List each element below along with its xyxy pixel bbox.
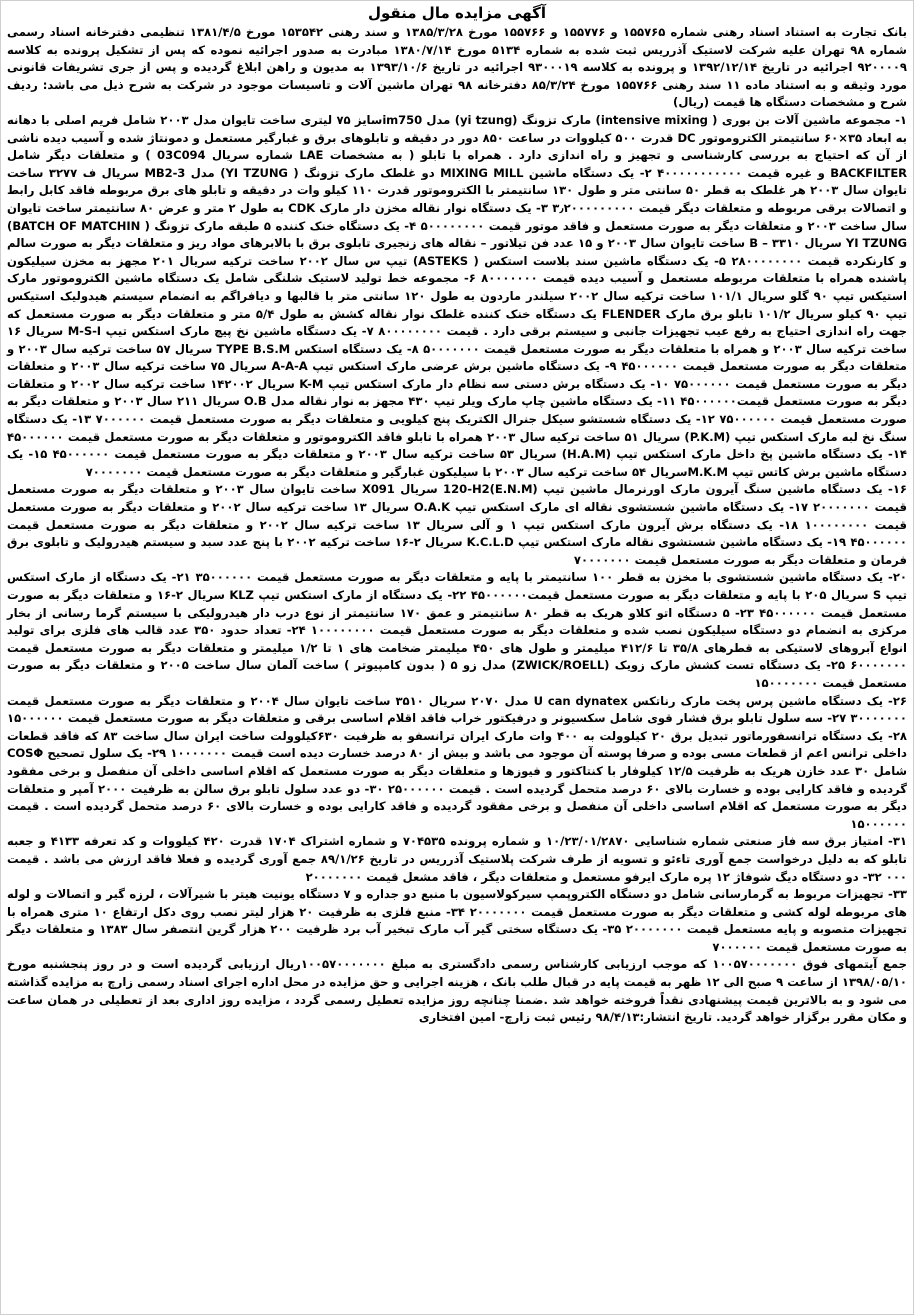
paragraph-items-26-30: ۲۶- یک دستگاه ماشین پرس پخت مارک رناتکس U can dynatex مدل ۲۰۷۰ سریال ۳۵۱۰ ساخت تایوان سال ۲۰۰۴ و متعلقات دیگر به صورت مستعمل قیمت ۳۰۰۰۰۰۰۰ ۲۷- سه سلول تابلو برق فشار قوی شامل سکسیونر و درفیکتور خراب فاقد اقلام اساسی برقی و متعلقات دیگر به صورت مستعمل قیمت ۱۵۰۰۰۰۰۰ ۲۸- یک دستگاه ترانسفورماتور تبدیل برق ۲۰ کیلوولت به ۴۰۰ وات مارک ایران ترانسفو به ظرفیت ۶۳۰کیلوولت ساخت ایران سال ساخت ۸۳ که فاقد قطعات داخلی ترانس اعم از قطعات مسی بوده و صرفا پوسته آن موجود می باشد و بیش از ۸۰ درصد خسارت دیده است قیمت ۱۰۰۰۰۰۰۰ ۲۹- یک سلول تصحیح COSΦ شامل ۳۰ عدد خازن هریک به ظرفیت ۱۲/۵ کیلوفار با کنتاکتور و فیوزها و متعلقات دیگر به صورت مستعمل که اقلام اساسی داخلی آن منفصل و برخی مفقود گردیده و فاقد کارایی بوده و خسارت بالای ۶۰ درصد متحمل گردیده است . قیمت ۲۵۰۰۰۰۰۰ ۳۰- دو عدد سلول تابلو برق سالن به ظرفیت ۲۰۰۰ آمپر و متعلقات دیگر به صورت مستعمل که اقلام اساسی داخلی آن منفصل و برخی مفقود گردیده و فاقد کارایی بوده و خسارت بالای ۶۰ درصد متحمل گردیده است . قیمت ۱۵۰۰۰۰۰۰	[7, 693, 907, 831]
paragraph-intro: بانک تجارت به استناد اسناد رهنی شماره ۱۵۵۷۶۵ و ۱۵۵۷۷۶ و ۱۵۵۷۶۶ مورخ ۱۳۸۵/۳/۲۸ و سند رهنی ۱۵۳۵۴۲ مورخ ۱۳۸۱/۴/۵ تنظیمی دفترخانه اسناد رسمی شماره ۹۸ تهران علیه شرکت لاستیک آذرریس ثبت شده به شماره ۵۱۳۴ مورخ ۱۳۸۰/۷/۱۴ مبادرت به صدور اجرائیه نموده که پس از تشکیل پرونده به کلاسه ۹۲۰۰۰۰۹ اجرائیه در تاریخ ۱۳۹۲/۱۲/۱۴ و پرونده به کلاسه ۹۳۰۰۰۱۹ اجرائیه در تاریخ ۱۳۹۳/۱۰/۶ به مدیون و راهن ابلاغ گردیده و پس از جری تشریفات قانونی مورد وثیقه و به استناد ماده ۱۱ سند رهنی ۱۵۵۷۶۶ مورخ ۸۵/۳/۲۴ دفترخانه ۹۸ تهران ماشین آلات و تاسیسات موجود در شرکت به شرح ذیل می باشد: ردیف شرح و مشخصات دستگاه ها قیمت (ریال)	[7, 25, 908, 110]
paragraph-items-20-25: ۲۰- یک دستگاه ماشین شستشوی با مخزن به قطر ۱۰۰ سانتیمتر با پایه و متعلقات دیگر به صورت مستعمل قیمت ۳۵۰۰۰۰۰۰ ۲۱- یک دستگاه از مارک استکس تیپ S سریال ۲۰۵ با پایه و متعلقات دیگر به صورت مستعمل قیمت۴۵۰۰۰۰۰۰ ۲۲- یک دستگاه از مارک استکس تیپ KLZ سریال ۲-۱۶ و متعلقات دیگر به صورت مستعمل قیمت ۴۵۰۰۰۰۰۰ ۲۳- ۵ دستگاه اتو کلاو هریک به قطر ۸۰ سانتیمتر و عمق ۱۷۰ سانتیمتر از نوع درب دار هیدرولیکی با سیستم گرما رسانی از بخار مرکزی به انضمام دو دستگاه سیلیکون نصب شده و متعلقات دیگر به صورت مستعمل قیمت ۱۰۰۰۰۰۰۰۰ ۲۴- تعداد حدود ۳۵۰ عدد قالب های فلزی برای تولید انواع آبروهای لاستیکی به قطرهای ۳۵/۸ تا ۴۱۲/۶ میلیمتر و طول های ۴۵۰ میلیمتر ضخامت های ۱ تا ۱/۲ میلیمتر و متعلقات دیگر به صورت مستعمل قیمت ۶۰۰۰۰۰۰۰ ۲۵- یک دستگاه تست کشش مارک زویک (ZWICK/ROELL) مدل زو ۵ ( بدون کامپیوتر ) ساخت آلمان سال ساخت ۲۰۰۵ و متعلقات دیگر به صورت مستعمل قیمت ۱۵۰۰۰۰۰۰۰	[7, 570, 908, 690]
paragraph-items-16-19: ۱۶- یک دستگاه ماشین سنگ آیرون مارک اورنرمال ماشین تیپ (E.N.M)120-H2 سریال X091 ساخت تایوان سال ۲۰۰۳ و متعلقات دیگر به صورت مستعمل قیمت ۲۰۰۰۰۰۰۰ ۱۷- یک دستگاه ماشین شستشوی نقاله ای مارک استکس تیپ O.A.K سریال ۱۳ ساخت ترکیه سال ۲۰۰۲ و متعلقات دیگر به صورت مستعمل قیمت ۱۰۰۰۰۰۰۰۰ ۱۸- یک دستگاه برش آیرون مارک استکس تیپ ۱ و آلی سریال ۱۳ ساخت ترکیه سال ۲۰۰۲ و متعلقات دیگر به صورت مستعمل قیمت ۴۵۰۰۰۰۰۰ ۱۹- یک دستگاه ماشین شستشوی نقاله مارک استکس تیپ K.C.L.D سریال ۲-۱۶ ساخت ترکیه ۲۰۰۲ با پنج عدد سبد و سیستم هیدرولیک و تابلوی برق فرمان و متعلقات دیگر به صورت مستعمل قیمت ۷۰۰۰۰۰۰۰	[7, 482, 907, 567]
paragraph-items-31-32: ۳۱- امتیاز برق سه فاز صنعتی شماره شناسایی ۱۰/۲۳/۰۱/۲۸۷۰ و شماره پرونده ۷۰۴۵۳۵ و شماره اشتراک ۱۷۰۴ قدرت ۴۲۰ کیلووات و کد تعرفه ۴۱۳۳ و جعبه تابلو که به دلیل درخواست جمع آوری تاءئو و تسویه از طرف شرکت پلاستیک آذرریس در تاریخ ۸۹/۱/۲۶ جمع آوری گردیده و فعلا فاقد ارزش می باشد . قیمت ۰۰۰ ۳۲- دو دستگاه دیگ شوفاژ ۱۲ پره مارک ایرفو مستعمل و متعلقات دیگر ، فاقد مشعل قیمت ۲۰۰۰۰۰۰۰	[7, 834, 907, 884]
paragraph-closing: جمع آیتمهای فوق ۱۰۰۵۷۰۰۰۰۰۰۰ که موجب ارزیابی کارشناس رسمی دادگستری به مبلغ ۱۰۰۵۷۰۰۰۰۰۰۰ریال ارزیابی گردیده است و در روز پنجشنبه مورخ ۱۳۹۸/۰۵/۱۰ از ساعت ۹ صبح الی ۱۲ ظهر به قیمت پایه در قبال طلب بانک ، هزینه اجرایی و حق مزایده در محل اداره اجرای اسناد رسمی زارچ به مزایده گذاشته می شود و به بالاترین قیمت پیشنهادی نقداً فروخته خواهد شد .ضمنا چنانچه روز مزایده تعطیل رسمی گردد ، مزایده روز اداری بعد از تعطیلی در همان ساعت و مکان مقرر برگزار خواهد گردید. تاریخ انتشار:۹۸/۴/۱۳ رئیس ثبت زارچ- امین افتخاری	[7, 957, 907, 1025]
notice-body	[7, 24, 907, 1027]
paragraph-items-1-15: ۱- مجموعه ماشین آلات بن بوری ( intensive mixing) مارک تزونگ (yi tzung) مدل im750سایز ۷۵ لیتری ساخت تایوان مدل ۲۰۰۳ شامل فریم اصلی با دهانه به ابعاد ۳۵×۶۰ سانتیمتر الکتروموتور DC قدرت ۵۰۰ کیلووات در ساعت ۸۵۰ دور در دقیقه و تابلوهای برق و غبارگیر مستعمل و دمونتاژ شده و آسیب دیده ناشی از آن که احتیاج به بررسی کارشناسی و تجهیز و راه اندازی دارد . همراه با تابلو ( به مشخصات LAE شماره سریال 03C094 ) و متعلقات دیگر شامل BACKFILTER و غیره قیمت ۴۰۰۰۰۰۰۰۰۰۰۰ ۲- یک دستگاه ماشین MIXING MILL دو غلطک مارک تزونگ ( YI TZUNG) مدل MB2-3 سریال ف ۳۲۷۷ ساخت تایوان سال ۲۰۰۳ هر غلطک به قطر ۵۰ سانتی متر و طول ۱۳۰ سانتیمتر با الکتروموتور قدرت ۱۱۰ کیلو وات در دقیقه و تابلو های برق مربوطه فاقد کابل رابط و اتصالات برقی مربوطه و متعلقات دیگر قیمت ۳٫۲۰۰۰۰۰۰۰۰۰ ۳- یک دستگاه نوار نقاله مخزن دار مارک CDK به طول ۲ متر و عرض ۸۰ سانتیمتر ساخت تایوان سال ساخت ۲۰۰۳ و متعلقات دیگر به صورت مستعمل و فاقد موتور قیمت ۵۰۰۰۰۰۰۰۰ ۴- یک دستگاه خنک کننده ۵ طبقه مارک تزونگ ( BATCH OF MATCHIN) YI TZUNG سریال B – ۳۳۱۰ ساخت تایوان سال ۲۰۰۳ و ۱۵ عدد فن تیلاتور – نقاله های زنجیری تابلوی برق با بالابرهای مواد ریز و متعلقات دیگر به صورت سالم و کارنکرده قیمت ۲۸۰۰۰۰۰۰۰۰ ۵- یک دستگاه ماشین سند بلاست استکس ( ASTEKS) تیپ س سال ۲۰۰۲ ساخت ترکیه سریال ۲۰۱ مجهز به مخزن سیلیکون پاشنده همراه با متعلقات مربوطه مستعمل و آسیب دیده قیمت ۸۰۰۰۰۰۰۰ ۶- مجموعه خط تولید لاستیک شلنگی شامل یک دستگاه ماشین الکتروموتور مارک استیکس تیپ ۹۰ گلو سریال ۱۰۱/۱ ساخت ترکیه سال ۲۰۰۲ سیلندر ماردون به طول ۱۲۰ سانتی متر با قالبها و دیافراگم به انضمام سیستم هیدولیک استیکس تیپ ۹۰ کیلو سریال ۱۰۱/۲ تابلو برق مارک FLENDER یک دستگاه خنک کننده غلطک نوار نقاله کشش به طول ۵/۴ متر و متعلقات دیگر به صورت مستعمل که جهت راه اندازی احتیاج به رفع عیب تجهیزات جانبی و سیستم برقی دارد . قیمت ۸۰۰۰۰۰۰۰۰ ۷- یک دستگاه ماشین نخ پیچ مارک استکس تیپ M-S-I سریال ۱۶ ساخت ترکیه سال ۲۰۰۳ و همراه با متعلقات دیگر به صورت مستعمل قیمت ۵۰۰۰۰۰۰۰ ۸- یک دستگاه استکس TYPE B.S.M سریال ۵۷ ساخت ترکیه سال ۲۰۰۳ و متعلقات دیگر به صورت مستعمل قیمت ۴۵۰۰۰۰۰۰ ۹- یک دستگاه ماشین برش عرضی مارک استکس تیپ A-A-A سریال ۷۵ ساخت ترکیه سال ۲۰۰۳ و متعلقات دیگر به صورت مستعمل قیمت ۷۵۰۰۰۰۰۰ ۱۰- یک دستگاه برش دستی سه نظام دار مارک استکس تیپ K-M سریال ۱۴۲۰۰۲ ساخت ترکیه سال ۲۰۰۲ و متعلقات دیگر به صورت مستعمل قیمت۴۵۰۰۰۰۰۰ ۱۱- یک دستگاه ماشین چاپ مارک ویلر تیپ ۴۳۰ مجهز به نوار نقاله مدل O.B سریال ۲۱۱ سال ۲۰۰۳ و متعلقات دیگر به صورت مستعمل قیمت ۷۵۰۰۰۰۰۰ ۱۲- یک دستگاه شستشو سیکل جنرال الکتریک پنج کیلویی و متعلقات دیگر به صورت مستعمل قیمت ۷۰۰۰۰۰۰ ۱۳- یک دستگاه سنگ نخ لبه مارک استکس تیپ (P.K.M) سریال ۵۱ ساخت ترکیه سال ۲۰۰۳ همراه با تابلو فاقد الکتروموتور و متعلقات دیگر به صورت مستعمل قیمت ۴۵۰۰۰۰۰۰ ۱۴- یک دستگاه ماشین پخ داخل مارک استکس تیپ (H.A.M) سریال ۵۳ ساخت ترکیه سال ۲۰۰۳ و متعلقات دیگر به صورت مستعمل قیمت ۴۵۰۰۰۰۰۰ ۱۵- یک دستگاه ماشین برش کاتس تیپ M.K.Mسریال ۵۴ ساخت ترکیه سال ۲۰۰۳ با سیلیکون غبارگیر و متعلقات دیگر به صورت مستعمل قیمت ۷۰۰۰۰۰۰۰	[7, 112, 908, 479]
paragraph-items-33-35: ۳۳- تجهیزات مربوط به گرمارسانی شامل دو دستگاه الکتروپمپ سیرکولاسیون با منبع دو جداره و ۷ دستگاه یونیت هیتر با شیرآلات ، لرزه گیر و اتصالات و لوله های مربوطه لوله کشی و متعلقات دیگر به صورت مستعمل قیمت ۲۰۰۰۰۰۰۰ ۳۴- منبع فلزی به ظرفیت ۲۰ هزار لیتر نصب روی دکل ارتفاع ۱۰ متری همراه با تجهیزات متصوبه و پایه مستعمل قیمت ۲۰۰۰۰۰۰۰ ۳۵- یک دستگاه سختی گیر آب مارک تبخیر آب برد ظرفیت ۲۰۰ هزار گرین انتصفر سال ۱۳۸۳ و متعلقات دیگر به صورت مستعمل قیمت ۷۰۰۰۰۰۰	[7, 887, 907, 954]
notice-title: آگهی مزایده مال منقول	[367, 4, 547, 22]
